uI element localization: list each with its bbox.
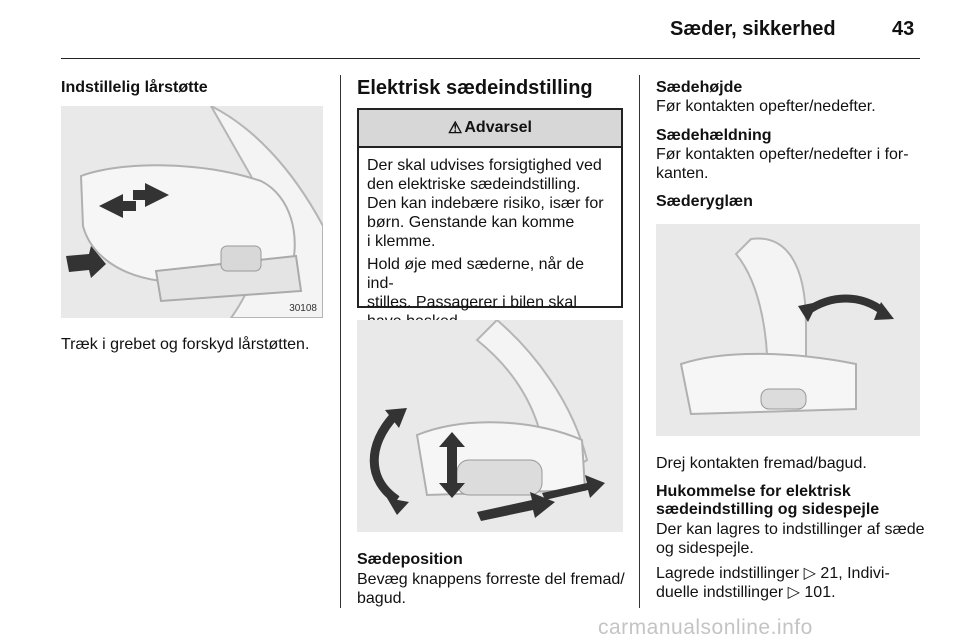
seat-cushion-drawing [61,106,323,318]
seat-tilt-heading: Sædehældning [656,127,772,144]
backrest-heading: Sæderyglæn [656,193,753,210]
page-header-title: Sæder, sikkerhed [670,18,836,40]
page-number: 43 [892,18,915,40]
warning-line: i klemme. [367,233,436,250]
backrest-caption: Drej kontakten fremad/bagud. [656,455,867,472]
rotate-arrow-icon [374,415,397,500]
backrest-illustration [656,224,920,436]
thigh-support-illustration [61,106,323,318]
warning-paragraph-1 [359,156,621,251]
seat-position-heading: Sædeposition [357,551,463,568]
page-link-101[interactable]: 101. [799,584,836,601]
seat-height-text: Før kontakten opefter/nedefter. [656,98,876,115]
column-divider-right [639,75,640,608]
tilt-arrow-icon [806,299,884,313]
header-rule [61,58,920,59]
reference-text: duelle indstillinger [656,584,788,601]
forward-back-arrow-icon [477,492,555,521]
column-divider-left [340,75,341,608]
warning-box [357,108,623,311]
memory-heading [656,483,879,519]
memory-text [656,520,925,558]
warning-line: Der skal udvises forsigtighed ved [367,157,602,174]
memory-line: og sidespejle. [656,540,754,557]
page-ref-icon: ▷ [787,584,800,601]
page-ref-icon: ▷ [803,565,816,582]
seat-position-line: Bevæg knappens forreste del fremad/ [357,571,625,588]
warning-header [359,110,621,148]
warning-line: børn. Genstande kan komme [367,214,575,231]
warning-body [359,148,621,331]
seat-tilt-text [656,145,909,183]
memory-references [656,564,890,602]
seat-position-text [357,570,625,608]
thigh-support-caption: Træk i grebet og forskyd lårstøtten. [61,336,310,353]
reference-text: Lagrede indstillinger [656,565,804,582]
seat-height-heading: Sædehøjde [656,79,743,96]
seat-tilt-line: kanten. [656,165,709,182]
seat-tilt-line: Før kontakten opefter/nedefter i for- [656,146,909,163]
watermark-logo: carmanualsonline.info [598,616,813,639]
section-heading-thigh-support: Indstillelig lårstøtte [61,79,208,96]
seat-position-illustration [357,320,623,532]
warning-triangle-icon: ⚠ [448,120,463,137]
memory-heading-line: Hukommelse for elektrisk [656,483,851,500]
section-heading-electric-seat: Elektrisk sædeindstilling [357,77,593,99]
warning-line: Hold øje med sæderne, når de ind- [367,256,584,292]
memory-heading-line: sædeindstilling og sidespejle [656,501,880,518]
seat-position-line: bagud. [357,590,406,607]
warning-line: stilles. Passagerer i bilen skal [367,294,577,311]
figure-number: 30108 [289,303,317,314]
warning-line: Den kan indebære risiko, især for [367,195,604,212]
seat-switch-drawing [357,320,623,532]
warning-line: den elektriske sædeindstilling. [367,176,581,193]
page-link-21[interactable]: 21, Indivi- [815,565,890,582]
warning-title: Advarsel [464,119,532,136]
memory-line: Der kan lagres to indstillinger af sæde [656,521,925,538]
backrest-drawing [656,224,920,436]
